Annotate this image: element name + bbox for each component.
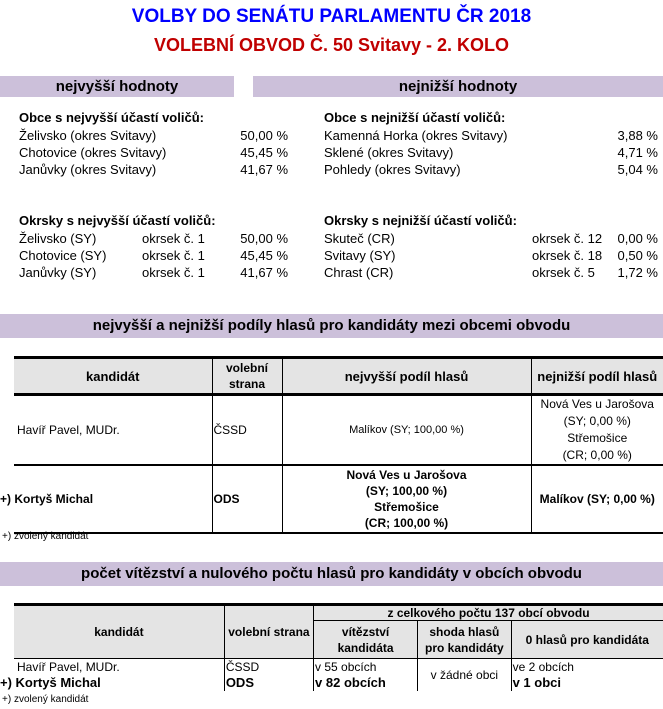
highest-okrsek-value: 50,00 % bbox=[240, 231, 288, 246]
party-name: ČSSD bbox=[224, 659, 313, 675]
party-name: ODS bbox=[212, 465, 282, 533]
highest-okrsek-name: Chotovice (SY) bbox=[19, 248, 107, 263]
zero-count: ve 2 obcích bbox=[512, 659, 574, 674]
lowest-obce-value: 3,88 % bbox=[617, 128, 658, 143]
shares-header-row bbox=[14, 358, 663, 395]
lowest-obce-value: 4,71 % bbox=[617, 145, 658, 160]
col-party-label: volební strana bbox=[225, 361, 268, 391]
candidate-name-text: +) Kortyš Michal bbox=[0, 675, 101, 690]
highest-okrsky-heading: Okrsky s nejvyšší účastí voličů: bbox=[19, 213, 216, 228]
candidate-name: Havíř Pavel, MUDr. bbox=[14, 659, 224, 675]
lowest-okrsek-value: 0,50 % bbox=[617, 248, 658, 263]
col-party: volební strana bbox=[224, 605, 313, 659]
table-row bbox=[14, 675, 663, 691]
lowest-okrsek-number: okrsek č. 12 bbox=[532, 231, 603, 246]
highest-share-line: Nová Ves u Jarošova bbox=[346, 468, 467, 482]
lowest-okrsek-name: Chrast (CR) bbox=[324, 265, 394, 280]
lowest-values-band: nejnižší hodnoty bbox=[253, 76, 663, 97]
zero-count: v 1 obci bbox=[512, 675, 562, 690]
lowest-obce-name: Sklené (okres Svitavy) bbox=[324, 145, 454, 160]
highest-share bbox=[282, 465, 531, 533]
lowest-share bbox=[531, 395, 663, 466]
col-lowest-share: nejnižší podíl hlasů bbox=[531, 358, 663, 395]
wins-count: v 82 obcích bbox=[314, 675, 418, 691]
page-title: VOLBY DO SENÁTU PARLAMENTU ČR 2018 bbox=[131, 6, 532, 27]
wins-table bbox=[0, 603, 663, 691]
shares-footnote: +) zvolený kandidát bbox=[2, 531, 89, 542]
highest-okrsek-name: Želivsko (SY) bbox=[19, 231, 97, 246]
lowest-obce-name: Pohledy (okres Svitavy) bbox=[324, 162, 461, 177]
wins-header-row bbox=[14, 605, 663, 621]
lowest-obce-value: 5,04 % bbox=[617, 162, 658, 177]
lowest-share-line: Nová Ves u Jarošova bbox=[540, 397, 654, 411]
col-candidate: kandidát bbox=[14, 358, 212, 395]
col-party bbox=[212, 358, 282, 395]
highest-obce-name: Chotovice (okres Svitavy) bbox=[19, 145, 167, 160]
col-wins: vítězství kandidáta bbox=[314, 621, 418, 659]
table-row bbox=[14, 659, 663, 675]
table-row bbox=[14, 465, 663, 533]
lowest-share-line: (SY; 0,00 %) bbox=[563, 414, 631, 428]
candidate-name bbox=[0, 675, 224, 691]
party-name: ČSSD bbox=[212, 395, 282, 466]
highest-obce-name: Janůvky (okres Svitavy) bbox=[19, 162, 157, 177]
highest-okrsek-number: okrsek č. 1 bbox=[142, 265, 205, 280]
wins-count: v 55 obcích bbox=[314, 659, 418, 675]
candidate-name: Havíř Pavel, MUDr. bbox=[14, 395, 212, 466]
lowest-okrsek-value: 0,00 % bbox=[617, 231, 658, 246]
shares-band: nejvyšší a nejnižší podíly hlasů pro kandidáty mezi obcemi obvodu bbox=[0, 314, 663, 338]
highest-okrsek-number: okrsek č. 1 bbox=[142, 248, 205, 263]
col-candidate: kandidát bbox=[14, 605, 224, 659]
highest-share-line: (SY; 100,00 %) bbox=[365, 484, 448, 498]
col-tie: shoda hlasů pro kandidáty bbox=[418, 621, 511, 659]
tie-count: v žádné obci bbox=[418, 659, 511, 691]
lowest-okrsek-number: okrsek č. 18 bbox=[532, 248, 603, 263]
highest-okrsek-name: Janůvky (SY) bbox=[19, 265, 97, 280]
highest-share: Malíkov (SY; 100,00 %) bbox=[282, 395, 531, 466]
group-header: z celkového počtu 137 obcí obvodu bbox=[314, 605, 663, 621]
highest-okrsek-value: 41,67 % bbox=[240, 265, 288, 280]
col-zero: 0 hlasů pro kandidáta bbox=[511, 621, 663, 659]
lowest-okrsek-number: okrsek č. 5 bbox=[532, 265, 595, 280]
lowest-okrsek-name: Svitavy (SY) bbox=[324, 248, 396, 263]
candidate-name-text: +) Kortyš Michal bbox=[0, 492, 94, 506]
highest-values-band: nejvyšší hodnoty bbox=[0, 76, 234, 97]
page-subtitle: VOLEBNÍ OBVOD Č. 50 Svitavy - 2. KOLO bbox=[153, 35, 510, 55]
highest-obce-value: 45,45 % bbox=[240, 145, 288, 160]
highest-obce-name: Želivsko (okres Svitavy) bbox=[19, 128, 157, 143]
wins-footnote: +) zvolený kandidát bbox=[2, 694, 89, 705]
highest-obce-value: 41,67 % bbox=[240, 162, 288, 177]
highest-share-line: Střemošice bbox=[374, 500, 439, 514]
lowest-okrsek-name: Skuteč (CR) bbox=[324, 231, 395, 246]
candidate-name bbox=[0, 465, 212, 533]
lowest-share-line: Střemošice bbox=[567, 431, 628, 445]
lowest-okrsky-heading: Okrsky s nejnižší účastí voličů: bbox=[324, 213, 517, 228]
highest-obce-heading: Obce s nejvyšší účastí voličů: bbox=[19, 110, 204, 125]
party-name: ODS bbox=[224, 675, 313, 691]
highest-okrsek-value: 45,45 % bbox=[240, 248, 288, 263]
wins-band: počet vítězství a nulového počtu hlasů pro kandidáty v obcích obvodu bbox=[0, 562, 663, 586]
table-row bbox=[14, 395, 663, 466]
lowest-share: Malíkov (SY; 0,00 %) bbox=[539, 492, 655, 506]
lowest-okrsek-value: 1,72 % bbox=[617, 265, 658, 280]
lowest-share-line: (CR; 0,00 %) bbox=[562, 448, 632, 462]
shares-table bbox=[0, 356, 663, 534]
lowest-obce-heading: Obce s nejnižší účastí voličů: bbox=[324, 110, 506, 125]
highest-obce-value: 50,00 % bbox=[240, 128, 288, 143]
highest-okrsek-number: okrsek č. 1 bbox=[142, 231, 205, 246]
col-highest-share: nejvyšší podíl hlasů bbox=[282, 358, 531, 395]
highest-share-line: (CR; 100,00 %) bbox=[364, 516, 449, 530]
lowest-obce-name: Kamenná Horka (okres Svitavy) bbox=[324, 128, 508, 143]
